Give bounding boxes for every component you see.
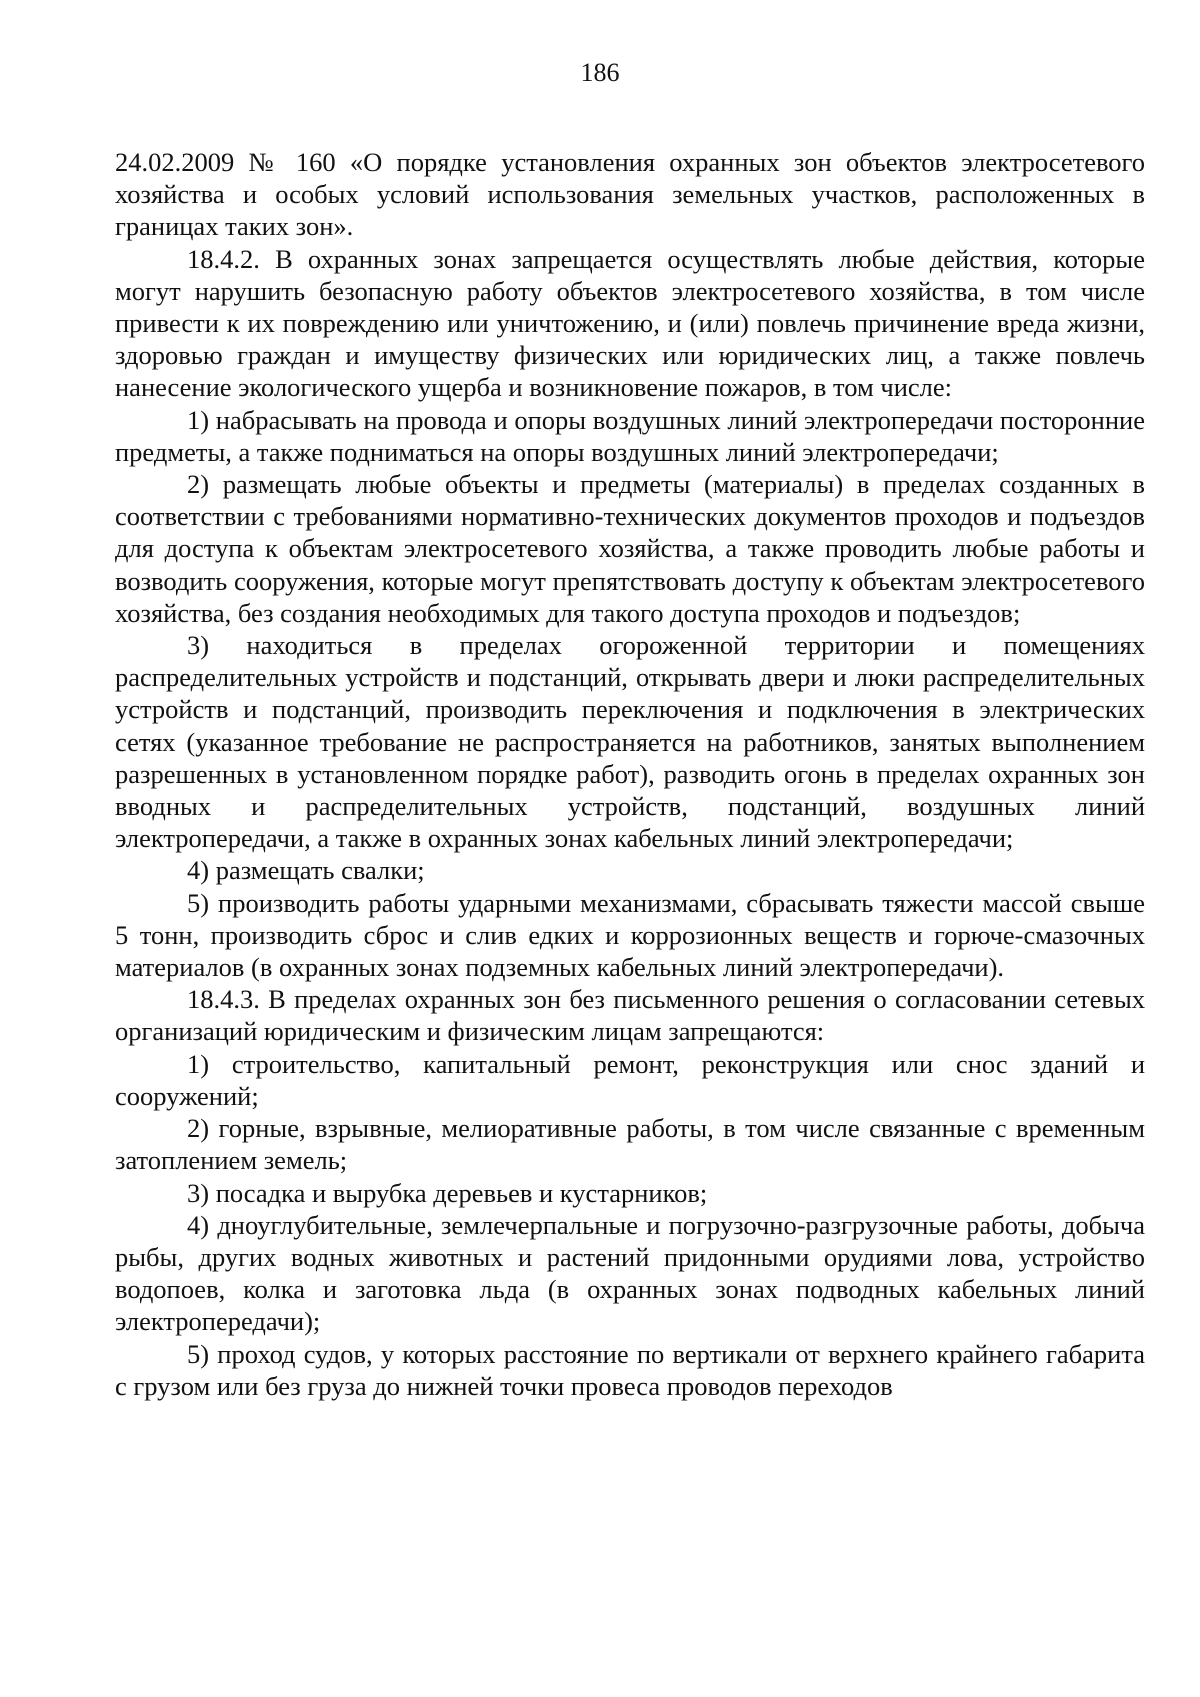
list-item-18-4-2-3: 3) находиться в пределах огороженной территории и помещениях распределительных устройств и подстанций, открывать двери и люки распределительных устройств и подстанций, производить переключения и подключения в электрических сетях (указанное требование не распространяется на работников, занятых выполнением разрешенных в установленном порядке работ), разводить огонь в пределах охранных зон вводных и распределительных устройств, подстанций, воздушных линий электропередачи, а также в охранных зонах кабельных линий электропередачи; [115, 630, 1145, 854]
list-item-18-4-3-1: 1) строительство, капитальный ремонт, реконструкция или снос зданий и сооружений; [115, 1048, 1145, 1111]
page-number: 186 [580, 58, 620, 87]
paragraph-18-4-2: 18.4.2. В охранных зонах запрещается осуществлять любые действия, которые могут нарушить безопасную работу объектов электросетевого хозяйства, в том числе привести к их повреждению или уничтожению, и (или) повлечь причинение вреда жизни, здоровью граждан и имуществу физических или юридических лиц, а также повлечь нанесение экологического ущерба и возникновение пожаров, в том числе: [115, 243, 1145, 403]
list-item-18-4-2-2: 2) размещать любые объекты и предметы (материалы) в пределах созданных в соответствии с требованиями нормативно-технических документов проходов и подъездов для доступа к объектам электросетевого хозяйства, а также проводить любые работы и возводить сооружения, которые могут препятствовать доступу к объектам электросетевого хозяйства, без создания необходимых для такого доступа проходов и подъездов; [115, 469, 1145, 628]
document-body [115, 146, 1145, 1402]
list-item-18-4-3-4: 4) дноуглубительные, землечерпальные и погрузочно-разгрузочные работы, добыча рыбы, других водных животных и растений придонными орудиями лова, устройство водопоев, колка и заготовка льда (в охранных зонах подводных кабельных линий электропередачи); [115, 1209, 1145, 1337]
paragraph-18-4-3: 18.4.3. В пределах охранных зон без письменного решения о согласовании сетевых организаций юридическим и физическим лицам запрещаются: [115, 984, 1145, 1047]
list-item-18-4-3-5: 5) проход судов, у которых расстояние по вертикали от верхнего крайнего габарита с грузом или без груза до нижней точки провеса проводов переходов [115, 1338, 1145, 1401]
list-item-18-4-2-5: 5) производить работы ударными механизмами, сбрасывать тяжести массой свыше 5 тонн, производить сброс и слив едких и коррозионных веществ и горюче-смазочных материалов (в охранных зонах подземных кабельных линий электропередачи). [115, 887, 1145, 983]
paragraph-intro-continuation: 24.02.2009 № 160 «О порядке установления охранных зон объектов электросетевого хозяйства и особых условий использования земельных участков, расположенных в границах таких зон». [115, 147, 1145, 242]
list-item-18-4-3-2: 2) горные, взрывные, мелиоративные работы, в том числе связанные с временным затоплением земель; [115, 1113, 1145, 1176]
list-item-18-4-2-1: 1) набрасывать на провода и опоры воздушных линий электропередачи посторонние предметы, а также подниматься на опоры воздушных линий электропередачи; [115, 404, 1145, 467]
list-item-18-4-3-3: 3) посадка и вырубка деревьев и кустарников; [187, 1177, 708, 1208]
list-item-18-4-2-4: 4) размещать свалки; [187, 855, 425, 886]
